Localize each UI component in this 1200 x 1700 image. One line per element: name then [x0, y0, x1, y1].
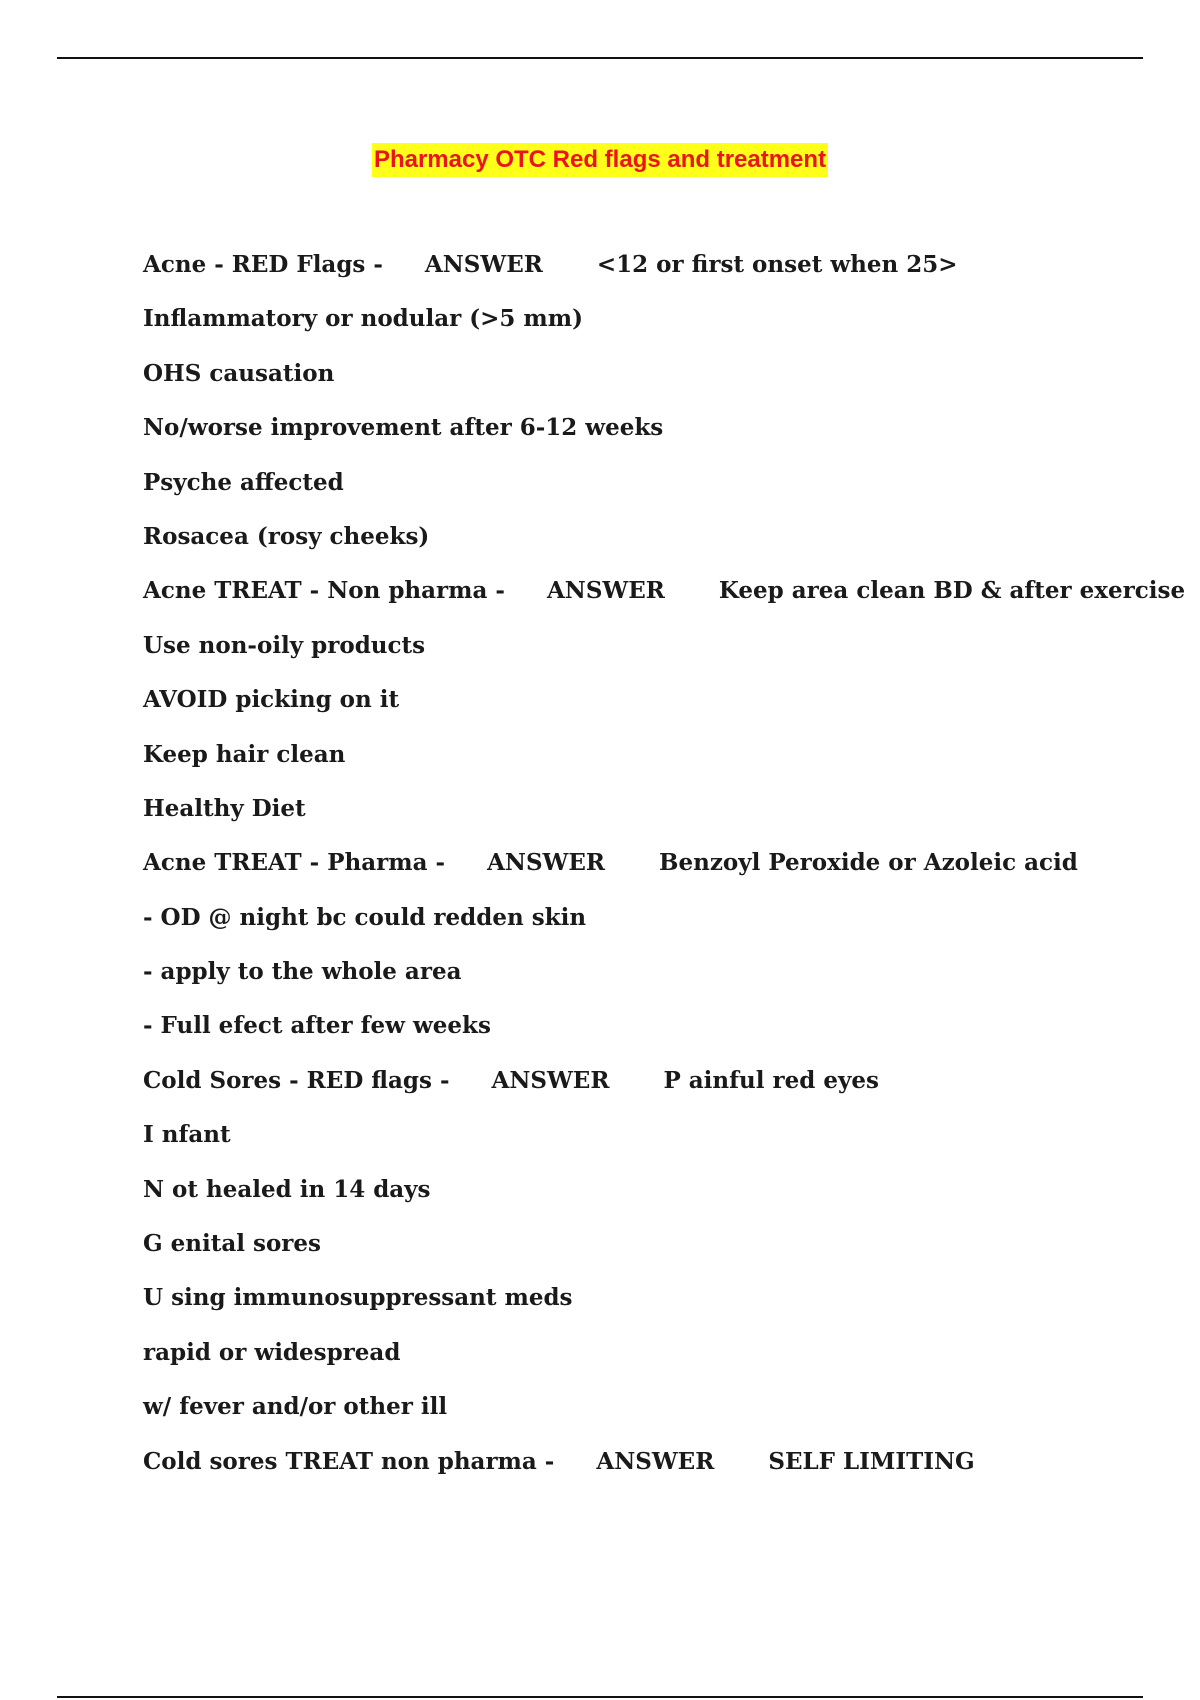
answer-text: P ainful red eyes — [663, 1066, 879, 1094]
line-text: I nfant — [143, 1121, 231, 1149]
answer-tag: ANSWER — [424, 251, 543, 278]
list-line — [143, 1338, 1143, 1392]
list-line — [143, 1175, 1143, 1229]
line-text: Inflammatory or nodular (>5 mm) — [143, 305, 583, 333]
list-line — [143, 631, 1143, 685]
line-text: G enital sores — [143, 1230, 322, 1258]
qa-line — [143, 250, 1143, 304]
bottom-rule — [57, 1696, 1143, 1698]
qa-line — [143, 848, 1143, 902]
list-line — [143, 1229, 1143, 1283]
title-container — [0, 143, 1200, 177]
answer-text: SELF LIMITING — [768, 1447, 975, 1475]
line-text: AVOID picking on it — [143, 686, 400, 714]
line-text: Rosacea (rosy cheeks) — [143, 522, 430, 550]
answer-text: Keep area clean BD & after exercise — [718, 577, 1186, 605]
line-text: U sing immunosuppressant meds — [143, 1284, 573, 1312]
qa-line — [143, 1447, 1143, 1501]
list-line — [143, 359, 1143, 413]
list-line — [143, 1392, 1143, 1446]
list-line — [143, 957, 1143, 1011]
document-title: Pharmacy OTC Red flags and treatment — [372, 143, 828, 177]
top-rule — [57, 57, 1143, 59]
line-text: Use non-oily products — [143, 631, 426, 659]
line-text: - apply to the whole area — [143, 958, 462, 986]
list-line — [143, 1120, 1143, 1174]
answer-tag: ANSWER — [491, 1066, 610, 1094]
line-text: w/ fever and/or other ill — [143, 1393, 448, 1421]
list-line — [143, 1283, 1143, 1337]
list-line — [143, 903, 1143, 957]
line-text: - OD @ night bc could redden skin — [143, 903, 587, 931]
question-text: Acne - RED Flags - — [143, 251, 383, 278]
line-text: - Full efect after few weeks — [143, 1012, 491, 1040]
answer-tag: ANSWER — [487, 849, 606, 877]
line-text: rapid or widespread — [143, 1338, 401, 1366]
list-line — [143, 413, 1143, 467]
qa-line — [143, 576, 1186, 630]
list-line — [143, 522, 1143, 576]
line-text: N ot healed in 14 days — [143, 1175, 431, 1203]
question-text: Acne TREAT - Pharma - — [143, 849, 446, 877]
list-line — [143, 685, 1143, 739]
line-text: No/worse improvement after 6-12 weeks — [143, 414, 664, 442]
question-text: Cold Sores - RED flags - — [143, 1066, 450, 1094]
document-body — [143, 250, 1186, 1501]
list-line — [143, 1011, 1143, 1065]
answer-tag: ANSWER — [596, 1447, 715, 1475]
line-text: Psyche affected — [143, 468, 344, 496]
list-line — [143, 740, 1143, 794]
answer-text: <12 or first onset when 25> — [596, 251, 958, 278]
list-line — [143, 304, 1143, 358]
answer-text: Benzoyl Peroxide or Azoleic acid — [659, 849, 1078, 877]
list-line — [143, 468, 1143, 522]
line-text: OHS causation — [143, 359, 335, 387]
qa-line — [143, 1066, 1143, 1120]
answer-tag: ANSWER — [546, 577, 665, 605]
line-text: Keep hair clean — [143, 740, 346, 768]
list-line — [143, 794, 1143, 848]
question-text: Cold sores TREAT non pharma - — [143, 1447, 555, 1475]
question-text: Acne TREAT - Non pharma - — [143, 577, 505, 605]
line-text: Healthy Diet — [143, 794, 306, 822]
